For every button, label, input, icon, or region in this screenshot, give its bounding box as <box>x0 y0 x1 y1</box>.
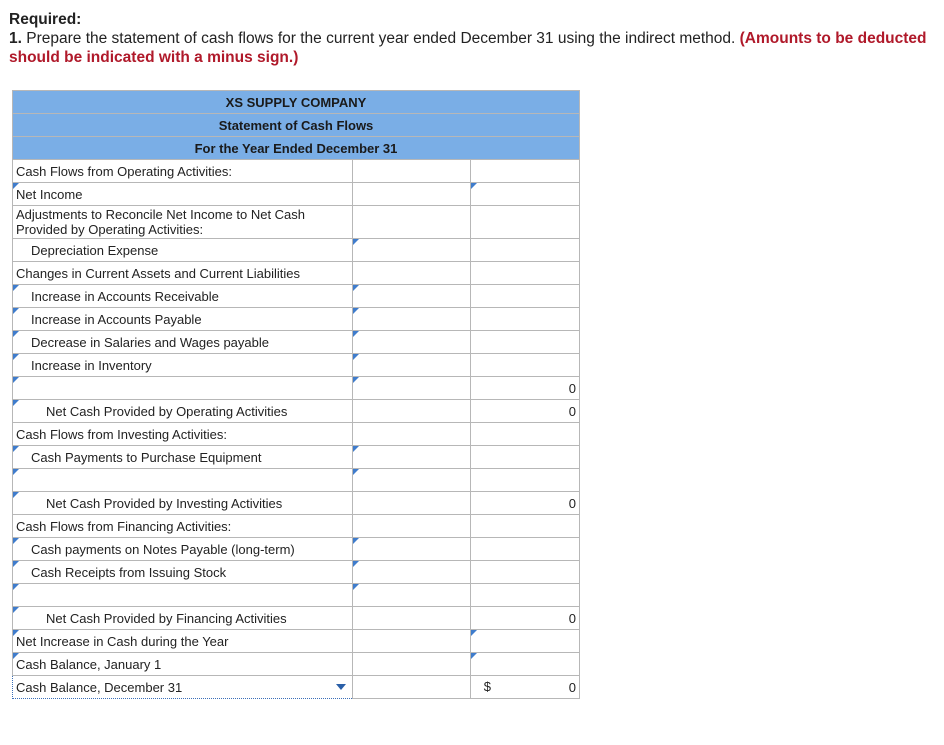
chevron-down-icon <box>336 684 346 690</box>
empty-cell <box>470 262 579 285</box>
inventory-label-input[interactable]: Increase in Inventory <box>13 354 353 377</box>
instruction-text <box>9 29 939 67</box>
empty-cell <box>352 160 470 183</box>
empty-cell <box>470 308 579 331</box>
minus-sign-note: (Amounts to be deducted should be indicated with a minus sign.) <box>9 30 927 66</box>
instructions <box>9 10 939 67</box>
net-increase-label-input[interactable]: Net Increase in Cash during the Year <box>13 630 353 653</box>
investing-extra-amount-input[interactable] <box>352 469 470 492</box>
empty-cell <box>352 423 470 446</box>
financing-extra-amount-input[interactable] <box>352 584 470 607</box>
empty-cell <box>470 538 579 561</box>
balance-dec-dropdown[interactable] <box>13 676 353 699</box>
operating-extra-amount-input[interactable] <box>352 377 470 400</box>
empty-cell <box>470 446 579 469</box>
operating-extra-label-input[interactable] <box>13 377 353 400</box>
financing-extra-label-input[interactable] <box>13 584 353 607</box>
empty-cell <box>352 607 470 630</box>
operating-subtotal-value: 0 <box>470 377 579 400</box>
empty-cell <box>352 400 470 423</box>
empty-cell <box>470 515 579 538</box>
net-income-amount-input[interactable] <box>470 183 579 206</box>
accounts-receivable-amount-input[interactable] <box>352 285 470 308</box>
empty-cell <box>470 423 579 446</box>
issuing-stock-amount-input[interactable] <box>352 561 470 584</box>
empty-cell <box>352 262 470 285</box>
empty-cell <box>470 206 579 239</box>
inventory-amount-input[interactable] <box>352 354 470 377</box>
empty-cell <box>470 331 579 354</box>
depreciation-amount-input[interactable] <box>352 239 470 262</box>
net-operating-value: 0 <box>470 400 579 423</box>
empty-cell <box>470 584 579 607</box>
salaries-payable-label-input[interactable]: Decrease in Salaries and Wages payable <box>13 331 353 354</box>
net-investing-label-input[interactable]: Net Cash Provided by Investing Activities <box>13 492 353 515</box>
net-operating-label-input[interactable]: Net Cash Provided by Operating Activities <box>13 400 353 423</box>
net-financing-value: 0 <box>470 607 579 630</box>
accounts-receivable-label-input[interactable]: Increase in Accounts Receivable <box>13 285 353 308</box>
balance-dec-cell <box>470 676 579 699</box>
empty-cell <box>352 492 470 515</box>
empty-cell <box>352 676 470 699</box>
empty-cell <box>352 653 470 676</box>
empty-cell <box>470 239 579 262</box>
currency-symbol: $ <box>483 679 491 694</box>
empty-cell <box>352 183 470 206</box>
equipment-label-input[interactable]: Cash Payments to Purchase Equipment <box>13 446 353 469</box>
operating-header: Cash Flows from Operating Activities: <box>13 160 353 183</box>
cash-flow-statement <box>12 90 580 699</box>
empty-cell <box>470 469 579 492</box>
empty-cell <box>352 206 470 239</box>
statement-title: Statement of Cash Flows <box>13 114 580 137</box>
financing-header: Cash Flows from Financing Activities: <box>13 515 353 538</box>
notes-payable-amount-input[interactable] <box>352 538 470 561</box>
net-financing-label-input[interactable]: Net Cash Provided by Financing Activities <box>13 607 353 630</box>
step-text: Prepare the statement of cash flows for the current year ended December 31 using the indirect method. <box>21 30 740 47</box>
changes-header: Changes in Current Assets and Current Liabilities <box>13 262 353 285</box>
equipment-amount-input[interactable] <box>352 446 470 469</box>
investing-header: Cash Flows from Investing Activities: <box>13 423 353 446</box>
depreciation-label: Depreciation Expense <box>13 239 353 262</box>
accounts-payable-amount-input[interactable] <box>352 308 470 331</box>
investing-extra-label-input[interactable] <box>13 469 353 492</box>
required-heading: Required: <box>9 11 82 28</box>
balance-jan-label-input[interactable]: Cash Balance, January 1 <box>13 653 353 676</box>
empty-cell <box>352 630 470 653</box>
step-number: 1. <box>9 30 22 47</box>
statement-period: For the Year Ended December 31 <box>13 137 580 160</box>
empty-cell <box>470 285 579 308</box>
company-name: XS SUPPLY COMPANY <box>13 91 580 114</box>
balance-jan-amount-input[interactable] <box>470 653 579 676</box>
net-investing-value: 0 <box>470 492 579 515</box>
accounts-payable-label-input[interactable]: Increase in Accounts Payable <box>13 308 353 331</box>
salaries-payable-amount-input[interactable] <box>352 331 470 354</box>
empty-cell <box>352 515 470 538</box>
net-income-label-input[interactable]: Net Income <box>13 183 353 206</box>
empty-cell <box>470 561 579 584</box>
issuing-stock-label-input[interactable]: Cash Receipts from Issuing Stock <box>13 561 353 584</box>
empty-cell <box>470 354 579 377</box>
balance-dec-value: 0 <box>568 679 576 695</box>
net-increase-amount-input[interactable] <box>470 630 579 653</box>
adjustments-header: Adjustments to Reconcile Net Income to Net Cash Provided by Operating Activities: <box>13 206 353 239</box>
balance-dec-selected: Cash Balance, December 31 <box>16 679 183 695</box>
notes-payable-label-input[interactable]: Cash payments on Notes Payable (long-term) <box>13 538 353 561</box>
empty-cell <box>470 160 579 183</box>
